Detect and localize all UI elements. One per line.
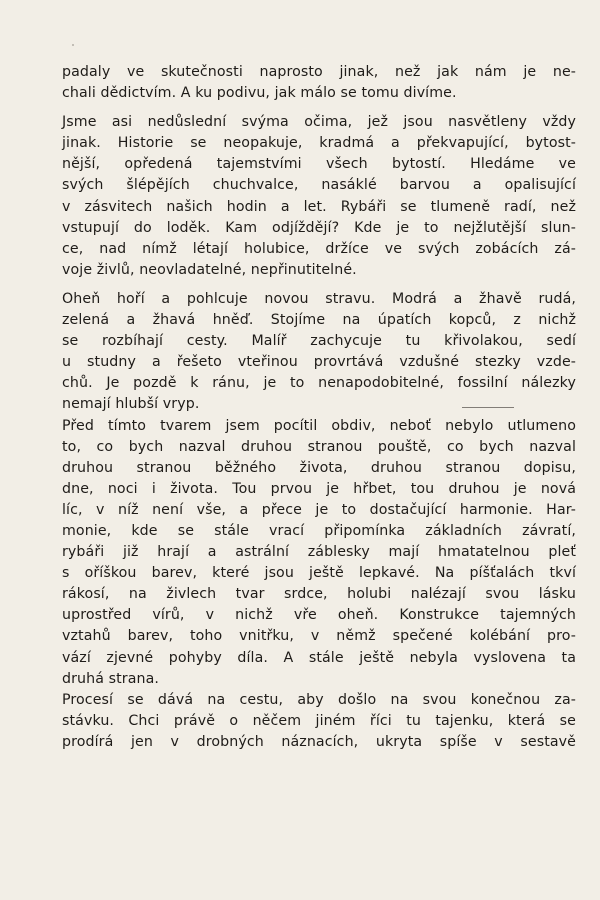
text-line: Jsme asi nedůslední svýma očima, jež jsou nasvětleny vždy	[62, 114, 576, 131]
paragraph-5	[62, 690, 576, 753]
text-line: chali dědictvím. A ku podivu, jak málo se tomu divíme.	[62, 85, 457, 102]
text-line: s oříškou barev, které jsou ještě lepkavé. Na píšťalách tkví	[62, 565, 576, 582]
text-line: Procesí se dává na cestu, aby došlo na svou konečnou za-	[62, 691, 576, 708]
text-line: prodírá jen v drobných náznacích, ukryta spíše v sestavě	[62, 733, 576, 750]
text-line: chů. Je pozdě k ránu, je to nenapodobitelné, fossilní nálezky	[62, 375, 576, 392]
text-line: zelená a žhavá hněď. Stojíme na úpatích kopců, z nichž	[62, 312, 576, 329]
text-line: nější, opředená tajemstvími všech bytostí. Hledáme ve	[62, 156, 576, 173]
text-line: vstupují do loděk. Kam odjíždějí? Kde je to nejžlutější slun-	[62, 219, 576, 236]
text-line: jinak. Historie se neopakuje, kradmá a překvapující, bytost-	[62, 135, 576, 152]
text-line: stávku. Chci právě o něčem jiném říci tu tajenku, která se	[62, 712, 576, 729]
text-line: dne, noci i života. Tou prvou je hřbet, tou druhou je nová	[62, 480, 576, 497]
text-line: rybáři již hrají a astrální záblesky mají hmatatelnou pleť	[62, 544, 576, 561]
text-line: druhou stranou běžného života, druhou stranou dopisu,	[62, 459, 576, 476]
paragraph-4	[62, 416, 576, 690]
paragraph-3	[62, 289, 576, 416]
text-line: vztahů barev, toho vnitřku, v němž spečené kolébání pro-	[62, 628, 576, 645]
text-line: voje živlů, neovladatelné, nepřinutitelné.	[62, 261, 357, 278]
text-line: Oheň hoří a pohlcuje novou stravu. Modrá a žhavě rudá,	[62, 290, 576, 307]
paragraph-1	[62, 62, 576, 104]
text-line: se rozbíhají cesty. Malíř zachycuje tu křivolakou, sedí	[62, 333, 576, 350]
paragraph-2	[62, 112, 576, 281]
text-line: druhá strana.	[62, 670, 160, 687]
text-line: rákosí, na živlech tvar srdce, holubi nalézají svou lásku	[62, 586, 576, 603]
text-line: to, co bych nazval druhou stranou pouště, co bych nazval	[62, 438, 576, 455]
text-line: v zásvitech našich hodin a let. Rybáři se tlumeně radí, než	[62, 198, 576, 215]
paper-speck	[72, 44, 74, 46]
text-line: padaly ve skutečnosti naprosto jinak, než jak nám je ne-	[62, 64, 576, 80]
text-line: ce, nad nímž létají holubice, držíce ve svých zobácích zá-	[62, 240, 576, 257]
text-line: nemají hlubší vryp.	[62, 396, 200, 413]
text-line: líc, v níž není vše, a přece je to dostačující harmonie. Har-	[62, 501, 576, 518]
section-rule	[462, 407, 514, 408]
text-line: Před tímto tvarem jsem pocítil obdiv, neboť nebylo utlumeno	[62, 417, 576, 434]
text-line: u studny a řešeto vteřinou provrtává vzdušné stezky vzde-	[62, 354, 576, 371]
text-line: vází zjevné pohyby díla. A stále ještě nebyla vyslovena ta	[62, 649, 576, 666]
text-line: monie, kde se stále vrací připomínka základních závratí,	[62, 522, 576, 539]
text-line: uprostřed vírů, v nichž vře oheň. Konstrukce tajemných	[62, 607, 576, 624]
text-line: svých šlépějích chuchvalce, nasáklé barvou a opalisující	[62, 177, 576, 194]
